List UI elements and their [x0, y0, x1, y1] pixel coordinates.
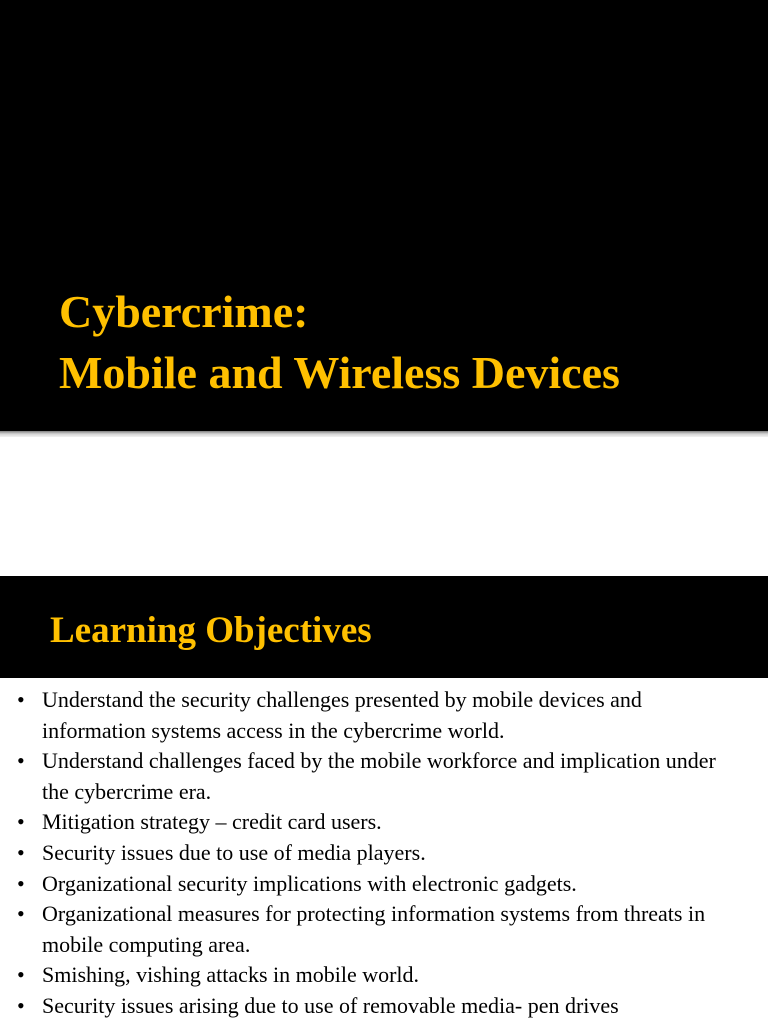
bullet-icon: • [17, 870, 25, 896]
objective-text: Organizational security implications with electronic gadgets. [42, 870, 577, 896]
bullet-icon: • [17, 962, 25, 988]
bullet-icon: • [17, 901, 25, 927]
title-line-1: Cybercrime: [59, 286, 309, 337]
bullet-icon: • [17, 809, 25, 835]
objective-text: Security issues due to use of media players. [42, 839, 426, 865]
objective-item [0, 746, 768, 807]
bullet-icon: • [17, 748, 25, 774]
objective-text: Organizational measures for protecting information systems from threats in mobile computing area. [42, 901, 706, 957]
objective-item [0, 685, 768, 746]
objective-text: Understand challenges faced by the mobile workforce and implication under the cybercrime era. [42, 748, 716, 804]
title-line-2: Mobile and Wireless Devices [59, 347, 620, 398]
objective-item [0, 869, 768, 900]
slide-separator [0, 431, 768, 437]
objective-item [0, 991, 768, 1022]
objectives-heading: Learning Objectives [50, 610, 372, 651]
bullet-icon: • [17, 992, 25, 1018]
bullet-icon: • [17, 839, 25, 865]
title-slide-heading [59, 281, 620, 403]
objective-text: Understand the security challenges presented by mobile devices and information systems access in the cybercrime world. [42, 687, 642, 743]
bullet-icon: • [17, 687, 25, 712]
objective-text: Mitigation strategy – credit card users. [42, 809, 382, 835]
objective-item [0, 807, 768, 838]
objective-item [0, 838, 768, 869]
objectives-list [0, 685, 768, 1022]
objective-item [0, 899, 768, 960]
objective-text: Security issues arising due to use of removable media- pen drives [42, 992, 619, 1018]
objective-item [0, 960, 768, 991]
objective-text: Smishing, vishing attacks in mobile world. [42, 962, 420, 988]
